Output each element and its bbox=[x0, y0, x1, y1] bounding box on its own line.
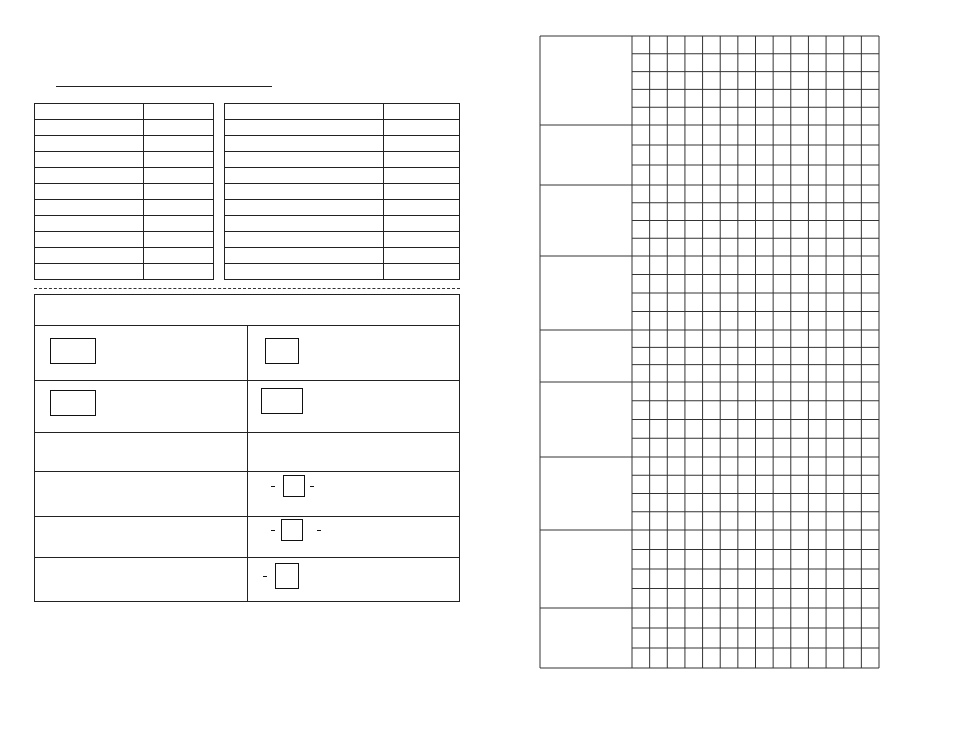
column-header-9 bbox=[545, 40, 627, 121]
column-header-4 bbox=[545, 386, 627, 453]
column-header-5 bbox=[545, 334, 627, 378]
column-header-3 bbox=[545, 461, 627, 526]
column-header-8 bbox=[545, 129, 627, 181]
column-header-2 bbox=[545, 534, 627, 604]
column-header-6 bbox=[545, 260, 627, 326]
column-header-7 bbox=[545, 189, 627, 252]
column-header-1 bbox=[545, 612, 627, 664]
